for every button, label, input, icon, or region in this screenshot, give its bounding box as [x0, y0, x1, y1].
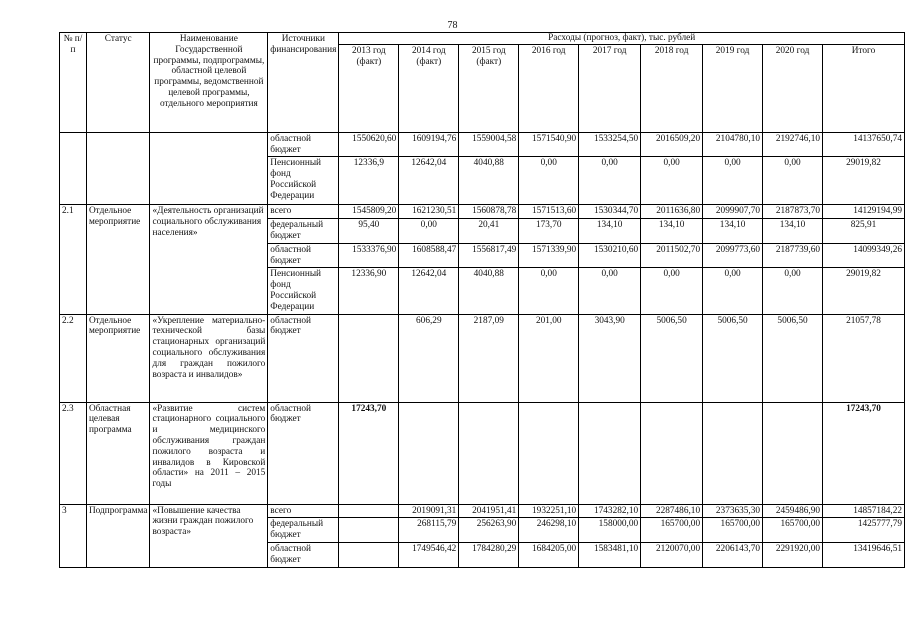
cell-value — [399, 402, 459, 504]
cell-value: 4040,88 — [459, 268, 519, 314]
cell-value: 5006,50 — [763, 314, 823, 402]
cell-num: 2.1 — [60, 205, 87, 314]
cell-total: 29019,82 — [823, 268, 905, 314]
cell-source: Пенсионный фонд Российской Федерации — [268, 268, 339, 314]
table-row — [60, 504, 905, 518]
cell-value: 12336,90 — [339, 268, 399, 314]
cell-value: 2099907,70 — [703, 205, 763, 219]
cell-value: 134,10 — [763, 219, 823, 244]
cell-status — [86, 132, 150, 205]
cell-total: 14137650,74 — [823, 132, 905, 157]
cell-value: 1749546,42 — [399, 542, 459, 567]
cell-value: 12642,04 — [399, 157, 459, 205]
table-row — [60, 402, 905, 504]
cell-value: 0,00 — [641, 157, 703, 205]
cell-value: 1559004,58 — [459, 132, 519, 157]
cell-value: 134,10 — [641, 219, 703, 244]
header-expenses: Расходы (прогноз, факт), тыс. рублей — [339, 33, 905, 45]
cell-total: 13419646,51 — [823, 542, 905, 567]
cell-value: 0,00 — [519, 157, 579, 205]
cell-name: «Деятельность организаций социального обслуживания населения» — [150, 205, 268, 314]
cell-value — [579, 402, 641, 504]
header-year: 2014 год (факт) — [399, 44, 459, 132]
cell-value: 20,41 — [459, 219, 519, 244]
header-year: 2013 год (факт) — [339, 44, 399, 132]
cell-name: «Развитие систем стационарного социального и медицинского обслуживания граждан пожилого возраста и инвалидов в Кировской области» на 2011 – 2015 годы — [150, 402, 268, 504]
cell-total: 1425777,79 — [823, 518, 905, 543]
cell-value: 0,00 — [703, 157, 763, 205]
cell-value: 1545809,20 — [339, 205, 399, 219]
cell-value: 0,00 — [579, 268, 641, 314]
cell-source: областной бюджет — [268, 402, 339, 504]
cell-value: 2291920,00 — [763, 542, 823, 567]
header-num: № п/п — [60, 33, 87, 133]
cell-value: 0,00 — [703, 268, 763, 314]
cell-value — [339, 518, 399, 543]
cell-value: 1608588,47 — [399, 243, 459, 268]
cell-value: 1560878,78 — [459, 205, 519, 219]
cell-value: 1784280,29 — [459, 542, 519, 567]
cell-value: 1530210,60 — [579, 243, 641, 268]
page-number: 78 — [447, 20, 458, 31]
cell-source: областной бюджет — [268, 132, 339, 157]
cell-total: 825,91 — [823, 219, 905, 244]
cell-value: 2187873,70 — [763, 205, 823, 219]
cell-value — [703, 402, 763, 504]
cell-value: 17243,70 — [339, 402, 399, 504]
cell-value: 2373635,30 — [703, 504, 763, 518]
cell-source: областной бюджет — [268, 542, 339, 567]
cell-value: 2192746,10 — [763, 132, 823, 157]
cell-value: 1533254,50 — [579, 132, 641, 157]
cell-total: 17243,70 — [823, 402, 905, 504]
cell-value: 1609194,76 — [399, 132, 459, 157]
cell-value: 134,10 — [579, 219, 641, 244]
cell-total: 21057,78 — [823, 314, 905, 402]
cell-value: 256263,90 — [459, 518, 519, 543]
header-year: 2018 год — [641, 44, 703, 132]
header-year: 2015 год (факт) — [459, 44, 519, 132]
header-name: Наименование Государственной программы, подпрограммы, областной целевой программы, ведомственной целевой программы, отдельного мероприятия — [150, 33, 268, 133]
cell-source: всего — [268, 205, 339, 219]
cell-source: Пенсионный фонд Российской Федерации — [268, 157, 339, 205]
cell-value: 2019091,31 — [399, 504, 459, 518]
cell-value: 0,00 — [763, 268, 823, 314]
cell-value: 1583481,10 — [579, 542, 641, 567]
cell-value: 165700,00 — [703, 518, 763, 543]
cell-value: 165700,00 — [763, 518, 823, 543]
budget-table — [59, 32, 905, 568]
cell-value: 173,70 — [519, 219, 579, 244]
cell-value: 3043,90 — [579, 314, 641, 402]
cell-value — [641, 402, 703, 504]
cell-value: 5006,50 — [641, 314, 703, 402]
cell-value — [519, 402, 579, 504]
cell-value: 1571339,90 — [519, 243, 579, 268]
header-row — [60, 33, 905, 45]
table-row — [60, 314, 905, 402]
header-year: 2019 год — [703, 44, 763, 132]
cell-value: 134,10 — [703, 219, 763, 244]
table-row — [60, 132, 905, 157]
cell-num: 2.3 — [60, 402, 87, 504]
cell-status: Подпрограмма — [86, 504, 150, 567]
cell-value: 2206143,70 — [703, 542, 763, 567]
cell-source: федеральный бюджет — [268, 518, 339, 543]
cell-value: 2187739,60 — [763, 243, 823, 268]
cell-value: 4040,88 — [459, 157, 519, 205]
cell-value: 2011636,80 — [641, 205, 703, 219]
cell-status: Отдельное мероприятие — [86, 314, 150, 402]
cell-value: 0,00 — [641, 268, 703, 314]
table-row — [60, 205, 905, 219]
cell-source: федеральный бюджет — [268, 219, 339, 244]
cell-value: 2011502,70 — [641, 243, 703, 268]
header-year: 2016 год — [519, 44, 579, 132]
cell-value: 1571513,60 — [519, 205, 579, 219]
cell-value: 0,00 — [399, 219, 459, 244]
header-sources: Источники финансирования — [268, 33, 339, 133]
cell-value — [339, 504, 399, 518]
cell-value: 606,29 — [399, 314, 459, 402]
cell-value: 268115,79 — [399, 518, 459, 543]
cell-num: 3 — [60, 504, 87, 567]
cell-value: 1550620,60 — [339, 132, 399, 157]
cell-value: 158000,00 — [579, 518, 641, 543]
cell-value: 2016509,20 — [641, 132, 703, 157]
cell-name: «Повышение качества жизни граждан пожилого возраста» — [150, 504, 268, 567]
cell-value — [339, 542, 399, 567]
cell-value: 1932251,10 — [519, 504, 579, 518]
header-total: Итого — [823, 44, 905, 132]
cell-value — [763, 402, 823, 504]
cell-num — [60, 132, 87, 205]
cell-value: 246298,10 — [519, 518, 579, 543]
cell-value — [339, 314, 399, 402]
cell-name: «Укрепление материально-технической базы стационарных организаций социального обслуживания для граждан пожилого возраста и инвалидов» — [150, 314, 268, 402]
cell-value: 2187,09 — [459, 314, 519, 402]
cell-value: 1530344,70 — [579, 205, 641, 219]
cell-value: 201,00 — [519, 314, 579, 402]
cell-value: 0,00 — [763, 157, 823, 205]
cell-total: 14099349,26 — [823, 243, 905, 268]
cell-value: 2104780,10 — [703, 132, 763, 157]
cell-source: всего — [268, 504, 339, 518]
cell-status: Отдельное мероприятие — [86, 205, 150, 314]
cell-value: 0,00 — [519, 268, 579, 314]
cell-value: 1684205,00 — [519, 542, 579, 567]
cell-value: 1743282,10 — [579, 504, 641, 518]
cell-value: 12336,9 — [339, 157, 399, 205]
cell-value — [459, 402, 519, 504]
cell-value: 2459486,90 — [763, 504, 823, 518]
cell-source: областной бюджет — [268, 243, 339, 268]
cell-total: 14129194,99 — [823, 205, 905, 219]
cell-value: 165700,00 — [641, 518, 703, 543]
cell-value: 1621230,51 — [399, 205, 459, 219]
header-status: Статус — [86, 33, 150, 133]
cell-value: 2287486,10 — [641, 504, 703, 518]
cell-value: 95,40 — [339, 219, 399, 244]
cell-status: Областная целевая программа — [86, 402, 150, 504]
cell-value: 1571540,90 — [519, 132, 579, 157]
cell-num: 2.2 — [60, 314, 87, 402]
header-year: 2020 год — [763, 44, 823, 132]
cell-source: областной бюджет — [268, 314, 339, 402]
cell-name — [150, 132, 268, 205]
cell-value: 5006,50 — [703, 314, 763, 402]
header-year: 2017 год — [579, 44, 641, 132]
cell-value: 1533376,90 — [339, 243, 399, 268]
cell-value: 2041951,41 — [459, 504, 519, 518]
cell-total: 29019,82 — [823, 157, 905, 205]
cell-total: 14857184,22 — [823, 504, 905, 518]
cell-value: 1556817,49 — [459, 243, 519, 268]
cell-value: 12642,04 — [399, 268, 459, 314]
cell-value: 0,00 — [579, 157, 641, 205]
cell-value: 2120070,00 — [641, 542, 703, 567]
cell-value: 2099773,60 — [703, 243, 763, 268]
